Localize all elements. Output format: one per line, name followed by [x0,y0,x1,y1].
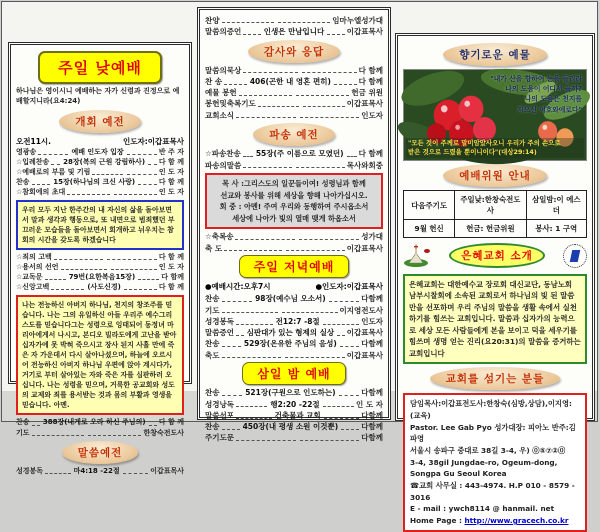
duty-cell: 9월 헌신 [404,220,455,238]
word-liturgy-header: 말씀예전 [62,441,139,464]
sermon-lines [205,16,383,37]
column-middle-liturgy [197,7,391,443]
liturgy-line: 찬송 98장(예수님 오소서) 다함께 [205,294,383,304]
liturgy-line: 기도 이지영전도사 [205,305,384,315]
church-intro-box: 은혜교회는 대한예수교 장로회 대신교단, 동남노회 남부시찰회에 소속된 교회로서 하나님의 빛 된 말씀만을 선포하며 우리 주님의 말씀을 생활 속에서 실천하기를 힘쓰는 교회입니다. 말씀과 십자가의 능력으로 세상 모든 사람들에게 본을 보이고 덕을 세우기를 힘쓰며 생명 얻는 진리(요20:31)의 말씀을 증거하는 교회입니다 [403,274,587,364]
liturgy-line: ☆참회에의 초대 인 도 자 [16,187,184,196]
liturgy-line: ☆파송찬송 55장(주 이름으로 모였던) 다 함께 [205,149,383,159]
church-building-icon [403,245,431,267]
liturgy-line: 찬양 임마누엘성가대 [205,15,383,25]
service-time: 오전11시. [16,136,52,146]
liturgy-line: ☆입례찬송 28장(복의 근원 강림하사) 다 함 께 [16,157,184,166]
homepage-line [410,515,580,527]
liturgy-line: 말씀의묵상 다 함께 [205,65,383,75]
scripture-reading-lines [16,467,184,476]
evening-service-info [205,281,383,292]
liturgy-line: 주기도문 다함께 [205,433,384,443]
confession-liturgy-lines [16,253,184,292]
contact-line: 3-4, 38gil Jungdae-ro, Ogeum-dong, Songpa Gu Seoul Korea [410,457,558,479]
church-intro-header-row [403,240,587,271]
duty-cell: 다음주기도 [404,191,455,220]
responsive-sending-box [205,173,383,229]
photo-psalm-caption: "내가 산을 향하여 눈을 들리라 나의 도움이 어디서 올까? 나의 도움은 천지를 지으신 여호와에로다" [490,75,582,114]
apostles-creed-box: 나는 전능하신 아버지 하나님, 천지의 창조주를 믿습니다. 나는 그의 유일하신 아들 우리주 예수그리스도를 믿습니다그는 성령으로 잉태되어 동정녀 마리아에게서 나시고, 본디오 빌라도에게 고난을 받아 십자가에 못 박혀 죽으시고 장사 된지 사흘 만에 죽은 자 가운데서 다시 살아나셨으며, 하늘에 오르시어 전능하신 아버지 하나님 우편에 앉아 계시다가, 거기로 부터 살아있는 자와 죽은 자를 심판하러 오십니다. 나는 성령을 믿으며, 거룩한 공교회와 성도의 교제와 죄를 용서받는 것과 몸의 부활과 영생을 믿습니다. 아멘. [16,295,184,415]
opening-liturgy-lines [16,148,184,197]
worship-duty-table [403,190,587,238]
thanksgiving-response-header: 감사와 응답 [248,40,340,63]
homepage-link[interactable]: http://www.gracech.co.kr [464,516,569,525]
liturgy-line: 말씀선포 건축물과 교회 다함께 [205,410,384,420]
liturgy-line: ☆용서의 선언 인 도 자 [16,263,185,272]
duty-table-row [404,191,587,220]
sending-liturgy-header: 파송 예전 [253,123,334,146]
fragrant-offering-header: 향기로운 예물 [443,43,547,66]
opening-verse: 하나님은 영이시니 예배하는 자가 신령과 진정으로 예배할지니라(요4:24) [16,87,180,105]
evening-service-time: ●예배시간:오후7시 [205,282,271,292]
duty-table-body [404,191,587,238]
service-leader: 인도자:이갑표목사 [123,136,184,146]
serving-people-header: 교회를 섬기는 분들 [430,367,560,390]
service-time-row [16,136,184,147]
liturgy-line: 찬송 388장(내게로 오라 하신 주님의) 다 함 께 [16,418,184,427]
photo-offering-verse-caption: "모든 것이 주께로 말미암았사오니 우리가 주의 손으로 받은 것으로 드렸을 뿐이니이다"(대상29:14) [406,138,584,158]
responsive-line: 목 사 :그리스도의 일꾼들이여! 성령님과 함께 [222,179,366,189]
church-intro-header: 은혜교회 소개 [449,243,545,268]
duty-cell: 헌금: 헌금위원 [455,220,526,238]
evening-worship-lines [205,294,383,360]
thanksgiving-lines [205,66,383,121]
duty-cell: 봉사: 1 구역 [526,220,586,238]
responsive-line: 회 중 : 아멘! 주여 우리와 동행하여 주시옵소서 [219,202,369,212]
liturgy-line: 축 도 이갑표목사 [205,243,383,253]
sunday-evening-worship-title: 주일 저녁예배 [239,255,350,278]
liturgy-line: 말씀의증언 인생은 만남입니다 이갑표목사 [205,26,384,36]
liturgy-line: ☆예배로의 부름 및 기림 인 도 자 [16,167,184,176]
liturgy-line: 교회소식 인도자 [205,110,384,120]
liturgy-line: 찬송 15장(하나님의 크신 사랑) 다 함 께 [16,177,185,186]
liturgy-line: 찬 송 406(곤한 내 영혼 편히) 다 함께 [205,76,383,86]
responsive-line: 선교와 봉사를 위해 세상을 향해 나아가십시오. [220,190,368,200]
contact-line: Pastor. Lee Gab Pyo 성가대장: 피아노 반주:김파영 [410,422,576,444]
column-church-info [395,33,595,525]
liturgy-line: 파송의말씀 목사와회중 [205,160,383,170]
liturgy-line: 봉헌및축복기도 이갑표목사 [205,99,384,109]
worship-committee-header: 예배위원 안내 [443,164,547,187]
liturgy-line: ☆교독문 79번(요한복음15장) 다 함께 [16,273,184,282]
benediction-lines [205,232,383,253]
liturgy-line: 성경봉독 마4:18 -22절 이갑표목사 [16,466,184,475]
liturgy-line: 찬송 529장(온유한 주님의 음성) 다함께 [205,339,384,349]
duty-table-row [404,220,587,238]
liturgy-line: 성경낭독 행2:20 -22절 인 도 자 [205,399,384,409]
liturgy-line: ☆신앙고백 (사도신경) 다 함 께 [16,283,185,292]
liturgy-line: 성경봉독 전12:7 -8절 인도자 [205,316,384,326]
confession-invitation-box: 우리 모두 지난 한주간의 내 자신의 삶을 돌아보면서 말과 생각과 행동으로, 또 내면으로 범죄했던 부끄러운 모습들을 돌아보면서 회개하고 뉘우치는 참회의 시간을 갖도록 하겠습니다 [16,200,184,250]
offering-photo [403,69,587,161]
wednesday-worship-lines [205,388,383,443]
hymn-prayer-lines [16,418,184,437]
contact-lines [410,398,580,515]
contact-line: 서울시 송파구 중대로 38길 3-4, 우) ⓪⑤⑦②⓪ [410,445,566,455]
sunday-day-worship-title: 주일 낮예배 [38,51,162,84]
liturgy-line: ☆축복송 성가대 [205,232,383,242]
column-sunday-day-worship [8,42,192,475]
contact-line: 담임목사:이갑표전도사:한창숙(심방,상담),이지영:(교육) [410,399,572,420]
opening-liturgy-header: 개회 예전 [59,110,140,133]
contact-line: E - mail : ywch8114 @ hanmail. net [410,504,555,514]
liturgy-line: 영광송 예배 인도자 입장 반 주 자 [16,147,184,156]
responsive-line: 세상에 나아가 빛의 열매 맺게 하옵소서 [232,213,356,223]
liturgy-line: 기도 한창숙전도사 [16,428,185,437]
bulletin-sheet [1,1,598,525]
duty-cell: 주일낮:한창숙전도사 [455,191,526,220]
liturgy-line: ☆죄의 고백 다 함 께 [16,253,184,262]
homepage-label: Home Page : [410,516,465,525]
evening-service-leader: ●인도자:이갑표목사 [315,282,383,292]
round-church-seal-icon [563,244,587,268]
liturgy-line: 말씀증언 심판대가 있는 형제의 실상 이갑표목사 [205,328,383,338]
contact-line: ☎교회 사무실 : 443-4974. H.P 010 - 8579 - 3016 [410,480,575,502]
church-contact-box [403,393,587,531]
wednesday-night-worship-title: 삼일 밤 예배 [242,362,345,385]
liturgy-line: 찬송 450장(내 평생 소원 이것뿐) 다함께 [205,422,383,432]
liturgy-line: 예물 봉헌 헌금 위원 [205,88,383,97]
sending-lines [205,149,383,170]
duty-cell: 삼일밤:이 에스더 [526,191,586,220]
liturgy-line: 축도 이갑표목사 [205,350,384,360]
liturgy-line: 찬송 521장(구원으로 인도하는) 다함께 [205,388,384,398]
